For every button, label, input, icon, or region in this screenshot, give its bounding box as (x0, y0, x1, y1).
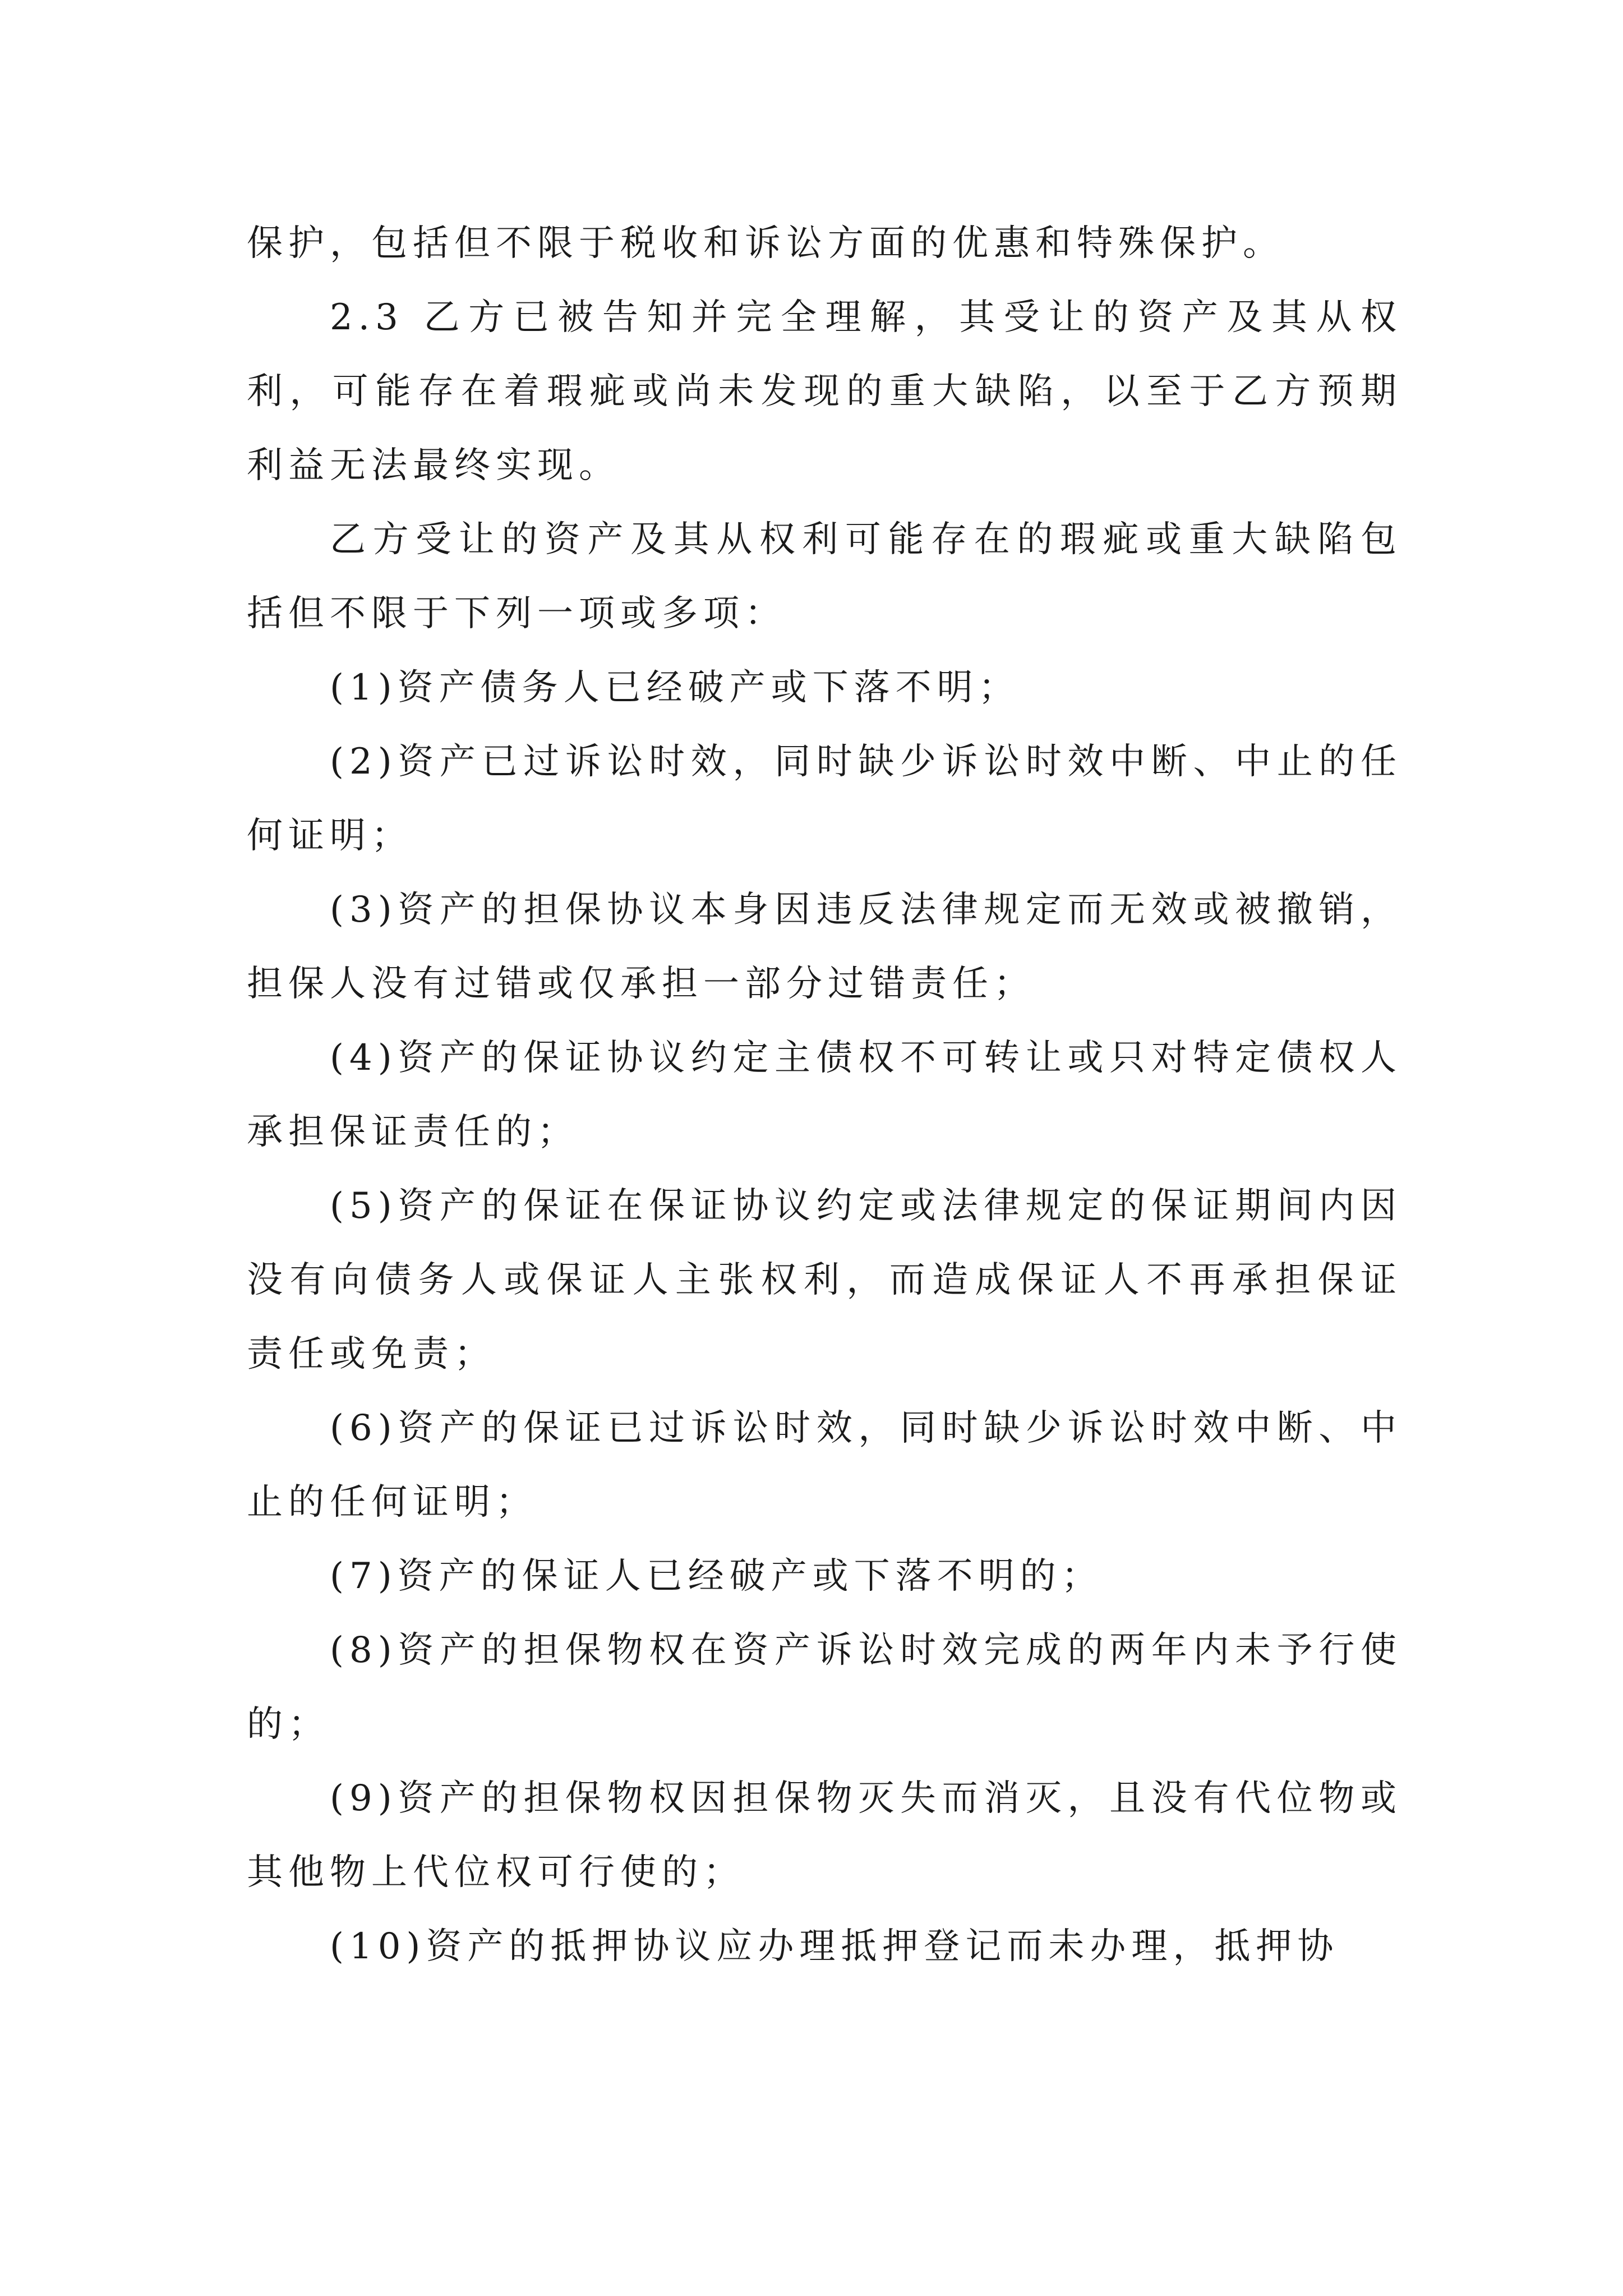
list-item-10: (10)资产的抵押协议应办理抵押登记而未办理，抵押协 (330, 1926, 1339, 1967)
list-item-2: (2)资产已过诉讼时效，同时缺少诉讼时效中断、中止的任何证明； (247, 741, 1402, 857)
paragraph-clause-2-3: 2.3 乙方已被告知并完全理解，其受让的资产及其从权利，可能存在着瑕疵或尚未发现的重大缺陷，以至于乙方预期利益无法最终实现。 (247, 297, 1402, 486)
list-item-7: (7)资产的保证人已经破产或下落不明的； (330, 1556, 1103, 1597)
list-item-5: (5)资产的保证在保证协议约定或法律规定的保证期间内因没有向债务人或保证人主张权利，而造成保证人不再承担保证责任或免责； (247, 1185, 1402, 1375)
list-item-4: (4)资产的保证协议约定主债权不可转让或只对特定债权人承担保证责任的； (247, 1037, 1402, 1153)
list-item-8: (8)资产的担保物权在资产诉讼时效完成的两年内未予行使的； (247, 1630, 1402, 1745)
paragraph-continuation: 保护，包括但不限于税收和诉讼方面的优惠和特殊保护。 (247, 223, 1284, 264)
list-item-6: (6)资产的保证已过诉讼时效，同时缺少诉讼时效中断、中止的任何证明； (247, 1407, 1402, 1523)
list-item-9: (9)资产的担保物权因担保物灭失而消灭，且没有代位物或其他物上代位权可行使的； (247, 1778, 1402, 1893)
list-item-1: (1)资产债务人已经破产或下落不明； (330, 667, 1020, 708)
paragraph-defects-intro: 乙方受让的资产及其从权利可能存在的瑕疵或重大缺陷包括但不限于下列一项或多项： (247, 519, 1402, 634)
document-body (247, 206, 1402, 1984)
list-item-3: (3)资产的担保协议本身因违反法律规定而无效或被撤销，担保人没有过错或仅承担一部分过错责任； (247, 889, 1402, 1005)
